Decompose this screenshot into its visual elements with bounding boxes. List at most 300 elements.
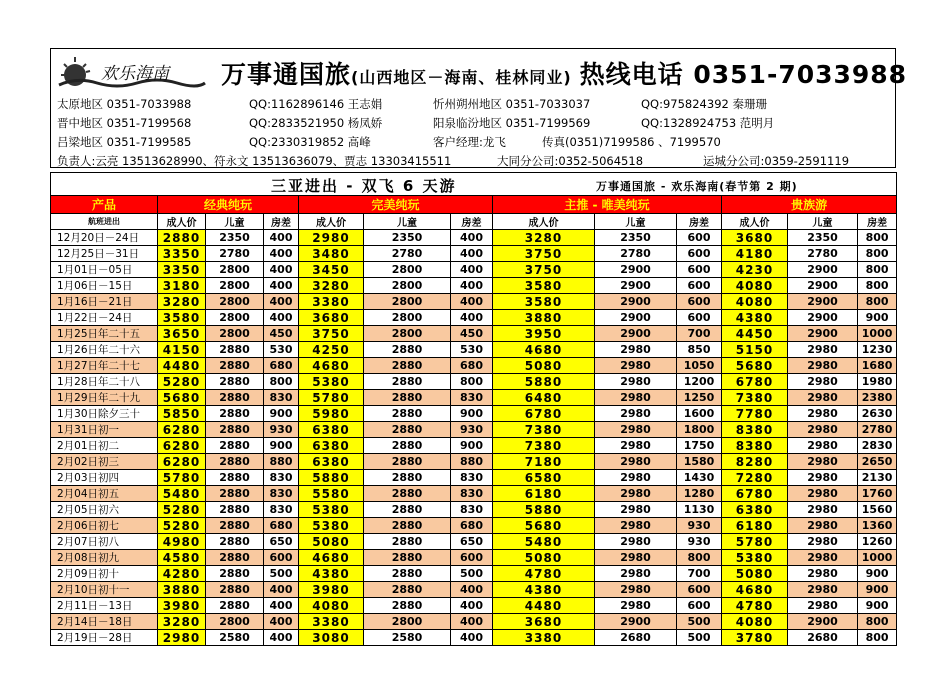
- room-diff-cell: 400: [264, 262, 299, 278]
- category-row: [51, 196, 897, 214]
- child-price-cell: 2900: [595, 326, 677, 342]
- room-diff-cell: 2780: [858, 422, 897, 438]
- adult-price-cell: 5880: [299, 470, 364, 486]
- adult-price-cell: 4280: [158, 566, 206, 582]
- adult-price-cell: 4480: [158, 358, 206, 374]
- adult-price-cell: 3980: [299, 582, 364, 598]
- adult-price-cell: 3280: [158, 294, 206, 310]
- adult-price-cell: 5680: [493, 518, 595, 534]
- adult-price-cell: 4250: [299, 342, 364, 358]
- child-price-cell: 2980: [788, 518, 858, 534]
- adult-price-cell: 6380: [299, 438, 364, 454]
- adult-price-cell: 4380: [299, 566, 364, 582]
- room-diff-cell: 900: [858, 310, 897, 326]
- adult-price-cell: 2880: [158, 230, 206, 246]
- child-price-cell: 2980: [788, 534, 858, 550]
- adult-price-cell: 7180: [493, 454, 595, 470]
- adult-price-cell: 3280: [299, 278, 364, 294]
- room-diff-cell: 400: [451, 246, 493, 262]
- adult-price-cell: 4450: [722, 326, 788, 342]
- room-diff-cell: 400: [451, 262, 493, 278]
- column-header: 成人价: [493, 214, 595, 230]
- date-cell: 1月26日年二十六: [51, 342, 158, 358]
- child-price-cell: 2880: [364, 598, 451, 614]
- contact: 大同分公司:0352-5064518: [497, 154, 644, 168]
- category-luxury: 贵族游: [722, 196, 897, 214]
- adult-price-cell: 3750: [299, 326, 364, 342]
- adult-price-cell: 3750: [493, 262, 595, 278]
- room-diff-cell: 400: [264, 598, 299, 614]
- room-diff-cell: 930: [264, 422, 299, 438]
- adult-price-cell: 2980: [299, 230, 364, 246]
- child-price-cell: 2680: [595, 630, 677, 646]
- date-cell: 12月20日－24日: [51, 230, 158, 246]
- date-cell: 2月19日－28日: [51, 630, 158, 646]
- adult-price-cell: 3880: [493, 310, 595, 326]
- child-price-cell: 2800: [206, 614, 264, 630]
- table-row: [51, 598, 897, 614]
- child-price-cell: 2900: [788, 278, 858, 294]
- adult-price-cell: 5780: [299, 390, 364, 406]
- adult-price-cell: 4780: [493, 566, 595, 582]
- child-price-cell: 2880: [364, 566, 451, 582]
- adult-price-cell: 7780: [722, 406, 788, 422]
- room-diff-cell: 880: [451, 454, 493, 470]
- table-row: [51, 614, 897, 630]
- room-diff-cell: 800: [858, 294, 897, 310]
- category-perfect: 完美纯玩: [299, 196, 493, 214]
- date-cell: 1月25日年二十五: [51, 326, 158, 342]
- table-row: [51, 470, 897, 486]
- column-header: 成人价: [158, 214, 206, 230]
- date-cell: 1月30日除夕三十: [51, 406, 158, 422]
- room-diff-cell: 450: [451, 326, 493, 342]
- hotline: 热线电话 0351-7033988: [579, 60, 908, 89]
- date-cell: 1月16日－21日: [51, 294, 158, 310]
- adult-price-cell: 4580: [158, 550, 206, 566]
- table-row: [51, 326, 897, 342]
- child-price-cell: 2880: [364, 406, 451, 422]
- adult-price-cell: 3380: [299, 614, 364, 630]
- room-diff-cell: 400: [451, 310, 493, 326]
- adult-price-cell: 3580: [493, 278, 595, 294]
- adult-price-cell: 3180: [158, 278, 206, 294]
- child-price-cell: 2980: [788, 550, 858, 566]
- table-row: [51, 566, 897, 582]
- room-diff-cell: 700: [677, 326, 722, 342]
- column-header: 房差: [451, 214, 493, 230]
- child-price-cell: 2880: [206, 470, 264, 486]
- adult-price-cell: 6280: [158, 438, 206, 454]
- child-price-cell: 2780: [595, 246, 677, 262]
- table-row: [51, 550, 897, 566]
- child-price-cell: 2980: [788, 566, 858, 582]
- adult-price-cell: 7380: [493, 422, 595, 438]
- child-price-cell: 2980: [595, 566, 677, 582]
- room-diff-cell: 830: [451, 470, 493, 486]
- child-price-cell: 2980: [788, 422, 858, 438]
- child-price-cell: 2980: [595, 470, 677, 486]
- room-diff-cell: 1130: [677, 502, 722, 518]
- room-diff-cell: 500: [677, 614, 722, 630]
- child-price-cell: 2800: [206, 326, 264, 342]
- room-diff-cell: 2380: [858, 390, 897, 406]
- room-diff-cell: 600: [677, 598, 722, 614]
- adult-price-cell: 5150: [722, 342, 788, 358]
- adult-price-cell: 5380: [722, 550, 788, 566]
- adult-price-cell: 7380: [493, 438, 595, 454]
- table-row: [51, 310, 897, 326]
- date-cell: 2月04日初五: [51, 486, 158, 502]
- logo-icon: [57, 53, 207, 91]
- room-diff-cell: 800: [858, 278, 897, 294]
- room-diff-cell: 2830: [858, 438, 897, 454]
- contact: 忻州朔州地区 0351-7033037: [433, 97, 591, 111]
- room-diff-cell: 400: [264, 310, 299, 326]
- adult-price-cell: 5580: [299, 486, 364, 502]
- adult-price-cell: 4480: [493, 598, 595, 614]
- adult-price-cell: 6380: [299, 422, 364, 438]
- child-price-cell: 2900: [788, 326, 858, 342]
- room-diff-cell: 600: [451, 550, 493, 566]
- adult-price-cell: 6280: [158, 454, 206, 470]
- room-diff-cell: 830: [451, 502, 493, 518]
- title-sub: 万事通国旅 - 欢乐海南(春节第 2 期): [596, 180, 798, 193]
- adult-price-cell: 7380: [722, 390, 788, 406]
- title-main: 三亚进出 - 双飞 6 天游: [271, 177, 457, 195]
- child-price-cell: 2980: [788, 486, 858, 502]
- child-price-cell: 2980: [595, 502, 677, 518]
- room-diff-cell: 650: [264, 534, 299, 550]
- room-diff-cell: 1760: [858, 486, 897, 502]
- adult-price-cell: 3750: [493, 246, 595, 262]
- child-price-cell: 2980: [788, 438, 858, 454]
- contact: QQ:1162896146 王志娟: [249, 97, 383, 111]
- child-price-cell: 2880: [364, 550, 451, 566]
- room-diff-cell: 900: [451, 438, 493, 454]
- adult-price-cell: 5680: [158, 390, 206, 406]
- adult-price-cell: 7280: [722, 470, 788, 486]
- child-price-cell: 2780: [206, 246, 264, 262]
- adult-price-cell: 4380: [722, 310, 788, 326]
- child-price-cell: 2980: [595, 438, 677, 454]
- contact-row: [57, 152, 891, 171]
- child-price-cell: 2900: [788, 614, 858, 630]
- contact: 阳泉临汾地区 0351-7199569: [433, 116, 591, 130]
- room-diff-cell: 400: [451, 614, 493, 630]
- room-diff-cell: 850: [677, 342, 722, 358]
- child-price-cell: 2800: [364, 278, 451, 294]
- room-diff-cell: 1800: [677, 422, 722, 438]
- column-header: 儿童: [364, 214, 451, 230]
- logo-text: 欢乐海南: [101, 64, 169, 84]
- child-price-cell: 2980: [595, 406, 677, 422]
- child-price-cell: 2880: [206, 534, 264, 550]
- child-price-cell: 2880: [364, 342, 451, 358]
- column-header: 房差: [677, 214, 722, 230]
- child-price-cell: 2980: [595, 422, 677, 438]
- room-diff-cell: 700: [677, 566, 722, 582]
- room-diff-cell: 600: [264, 550, 299, 566]
- child-price-cell: 2880: [364, 454, 451, 470]
- table-row: [51, 406, 897, 422]
- child-price-cell: 2980: [788, 454, 858, 470]
- child-price-cell: 2980: [595, 518, 677, 534]
- child-price-cell: 2980: [595, 390, 677, 406]
- child-price-cell: 2880: [364, 582, 451, 598]
- table-row: [51, 518, 897, 534]
- room-diff-cell: 880: [264, 454, 299, 470]
- adult-price-cell: 6480: [493, 390, 595, 406]
- child-price-cell: 2980: [788, 502, 858, 518]
- adult-price-cell: 3450: [299, 262, 364, 278]
- date-cell: 2月06日初七: [51, 518, 158, 534]
- table-row: [51, 342, 897, 358]
- child-price-cell: 2880: [206, 438, 264, 454]
- room-diff-cell: 400: [264, 246, 299, 262]
- room-diff-cell: 400: [451, 630, 493, 646]
- room-diff-cell: 600: [677, 246, 722, 262]
- column-header: 儿童: [788, 214, 858, 230]
- room-diff-cell: 650: [451, 534, 493, 550]
- contact: QQ:2330319852 高峰: [249, 135, 371, 149]
- adult-price-cell: 5080: [299, 534, 364, 550]
- adult-price-cell: 4680: [493, 342, 595, 358]
- room-diff-cell: 1360: [858, 518, 897, 534]
- child-price-cell: 2980: [788, 374, 858, 390]
- category-product: 产品: [51, 196, 158, 214]
- column-header-row: [51, 214, 897, 230]
- date-cell: 2月09日初十: [51, 566, 158, 582]
- child-price-cell: 2800: [364, 614, 451, 630]
- contact-row: [57, 95, 891, 114]
- table-row: [51, 502, 897, 518]
- contact: 运城分公司:0359-2591119: [703, 154, 850, 168]
- room-diff-cell: 1560: [858, 502, 897, 518]
- child-price-cell: 2800: [206, 310, 264, 326]
- column-header: 儿童: [595, 214, 677, 230]
- table-row: [51, 358, 897, 374]
- child-price-cell: 2880: [364, 470, 451, 486]
- room-diff-cell: 1680: [858, 358, 897, 374]
- child-price-cell: 2880: [206, 486, 264, 502]
- child-price-cell: 2780: [788, 246, 858, 262]
- date-cell: 1月28日年二十八: [51, 374, 158, 390]
- room-diff-cell: 1000: [858, 550, 897, 566]
- adult-price-cell: 4180: [722, 246, 788, 262]
- child-price-cell: 2880: [364, 438, 451, 454]
- child-price-cell: 2880: [206, 550, 264, 566]
- child-price-cell: 2880: [364, 358, 451, 374]
- child-price-cell: 2580: [206, 630, 264, 646]
- child-price-cell: 2980: [788, 582, 858, 598]
- room-diff-cell: 600: [677, 278, 722, 294]
- adult-price-cell: 3280: [158, 614, 206, 630]
- child-price-cell: 2980: [595, 374, 677, 390]
- room-diff-cell: 830: [264, 486, 299, 502]
- adult-price-cell: 5880: [493, 502, 595, 518]
- date-cell: 2月01日初二: [51, 438, 158, 454]
- adult-price-cell: 4680: [299, 550, 364, 566]
- room-diff-cell: 680: [264, 518, 299, 534]
- adult-price-cell: 3980: [158, 598, 206, 614]
- child-price-cell: 2880: [364, 502, 451, 518]
- room-diff-cell: 2130: [858, 470, 897, 486]
- child-price-cell: 2880: [206, 566, 264, 582]
- table-row: [51, 246, 897, 262]
- room-diff-cell: 900: [858, 566, 897, 582]
- child-price-cell: 2350: [595, 230, 677, 246]
- child-price-cell: 2900: [595, 614, 677, 630]
- adult-price-cell: 3680: [299, 310, 364, 326]
- room-diff-cell: 830: [451, 486, 493, 502]
- child-price-cell: 2980: [595, 534, 677, 550]
- contact: QQ:2833521950 杨凤娇: [249, 116, 383, 130]
- room-diff-cell: 1430: [677, 470, 722, 486]
- adult-price-cell: 4680: [722, 582, 788, 598]
- contact-list: [57, 95, 891, 171]
- child-price-cell: 2680: [788, 630, 858, 646]
- room-diff-cell: 2630: [858, 406, 897, 422]
- room-diff-cell: 400: [451, 278, 493, 294]
- room-diff-cell: 1750: [677, 438, 722, 454]
- adult-price-cell: 6180: [493, 486, 595, 502]
- adult-price-cell: 3480: [299, 246, 364, 262]
- room-diff-cell: 800: [264, 374, 299, 390]
- child-price-cell: 2980: [788, 406, 858, 422]
- room-diff-cell: 2650: [858, 454, 897, 470]
- child-price-cell: 2350: [364, 230, 451, 246]
- adult-price-cell: 3350: [158, 262, 206, 278]
- adult-price-cell: 2980: [158, 630, 206, 646]
- child-price-cell: 2980: [788, 470, 858, 486]
- room-diff-cell: 800: [858, 262, 897, 278]
- room-diff-cell: 400: [264, 630, 299, 646]
- child-price-cell: 2980: [788, 390, 858, 406]
- date-cell: 2月03日初四: [51, 470, 158, 486]
- adult-price-cell: 4230: [722, 262, 788, 278]
- adult-price-cell: 8380: [722, 438, 788, 454]
- adult-price-cell: 6780: [722, 486, 788, 502]
- room-diff-cell: 500: [264, 566, 299, 582]
- table-row: [51, 390, 897, 406]
- child-price-cell: 2880: [206, 406, 264, 422]
- adult-price-cell: 3580: [493, 294, 595, 310]
- contact: 客户经理:龙飞: [433, 135, 506, 149]
- adult-price-cell: 5080: [722, 566, 788, 582]
- room-diff-cell: 400: [264, 278, 299, 294]
- child-price-cell: 2800: [206, 278, 264, 294]
- child-price-cell: 2880: [364, 534, 451, 550]
- contact: 吕梁地区 0351-7199585: [57, 135, 192, 149]
- contact-row: [57, 133, 891, 152]
- room-diff-cell: 400: [264, 614, 299, 630]
- child-price-cell: 2580: [364, 630, 451, 646]
- adult-price-cell: 5480: [493, 534, 595, 550]
- date-cell: 1月31日初一: [51, 422, 158, 438]
- table-row: [51, 486, 897, 502]
- adult-price-cell: 6580: [493, 470, 595, 486]
- contact-row: [57, 114, 891, 133]
- table-row: [51, 438, 897, 454]
- price-table: [50, 172, 897, 646]
- adult-price-cell: 8380: [722, 422, 788, 438]
- date-cell: 1月01日－05日: [51, 262, 158, 278]
- child-price-cell: 2880: [206, 582, 264, 598]
- date-cell: 2月02日初三: [51, 454, 158, 470]
- adult-price-cell: 3380: [299, 294, 364, 310]
- table-row: [51, 230, 897, 246]
- column-header: 房差: [264, 214, 299, 230]
- adult-price-cell: 5280: [158, 374, 206, 390]
- date-cell: 1月27日年二十七: [51, 358, 158, 374]
- adult-price-cell: 5780: [722, 534, 788, 550]
- adult-price-cell: 3680: [722, 230, 788, 246]
- room-diff-cell: 400: [264, 582, 299, 598]
- adult-price-cell: 8280: [722, 454, 788, 470]
- child-price-cell: 2900: [595, 310, 677, 326]
- room-diff-cell: 530: [451, 342, 493, 358]
- room-diff-cell: 900: [264, 438, 299, 454]
- room-diff-cell: 800: [858, 630, 897, 646]
- adult-price-cell: 3580: [158, 310, 206, 326]
- room-diff-cell: 400: [451, 582, 493, 598]
- room-diff-cell: 930: [677, 518, 722, 534]
- table-row: [51, 454, 897, 470]
- contact: QQ:975824392 秦珊珊: [641, 97, 767, 111]
- date-cell: 2月05日初六: [51, 502, 158, 518]
- room-diff-cell: 830: [451, 390, 493, 406]
- child-price-cell: 2980: [788, 598, 858, 614]
- adult-price-cell: 6780: [722, 374, 788, 390]
- child-price-cell: 2780: [364, 246, 451, 262]
- room-diff-cell: 680: [451, 518, 493, 534]
- company-sub: (山西地区－海南、桂林同业): [351, 68, 572, 87]
- room-diff-cell: 900: [858, 598, 897, 614]
- adult-price-cell: 3080: [299, 630, 364, 646]
- contact: 太原地区 0351-7033988: [57, 97, 192, 111]
- room-diff-cell: 600: [677, 310, 722, 326]
- child-price-cell: 2800: [364, 326, 451, 342]
- adult-price-cell: 5680: [722, 358, 788, 374]
- table-row: [51, 294, 897, 310]
- room-diff-cell: 830: [264, 470, 299, 486]
- adult-price-cell: 5850: [158, 406, 206, 422]
- date-cell: 1月22日－24日: [51, 310, 158, 326]
- child-price-cell: 2980: [595, 454, 677, 470]
- adult-price-cell: 6780: [493, 406, 595, 422]
- room-diff-cell: 1200: [677, 374, 722, 390]
- child-price-cell: 2800: [364, 294, 451, 310]
- header-panel: [50, 48, 908, 168]
- company-name: 万事通国旅: [221, 60, 352, 89]
- adult-price-cell: 5380: [299, 518, 364, 534]
- column-header: 航班进出: [51, 214, 158, 230]
- child-price-cell: 2350: [206, 230, 264, 246]
- date-cell: 1月06日－15日: [51, 278, 158, 294]
- adult-price-cell: 5980: [299, 406, 364, 422]
- adult-price-cell: 4150: [158, 342, 206, 358]
- adult-price-cell: 3780: [722, 630, 788, 646]
- child-price-cell: 2800: [364, 310, 451, 326]
- child-price-cell: 2900: [788, 310, 858, 326]
- adult-price-cell: 4080: [722, 278, 788, 294]
- adult-price-cell: 5380: [299, 502, 364, 518]
- adult-price-cell: 6180: [722, 518, 788, 534]
- table-row: [51, 630, 897, 646]
- room-diff-cell: 680: [264, 358, 299, 374]
- room-diff-cell: 930: [451, 422, 493, 438]
